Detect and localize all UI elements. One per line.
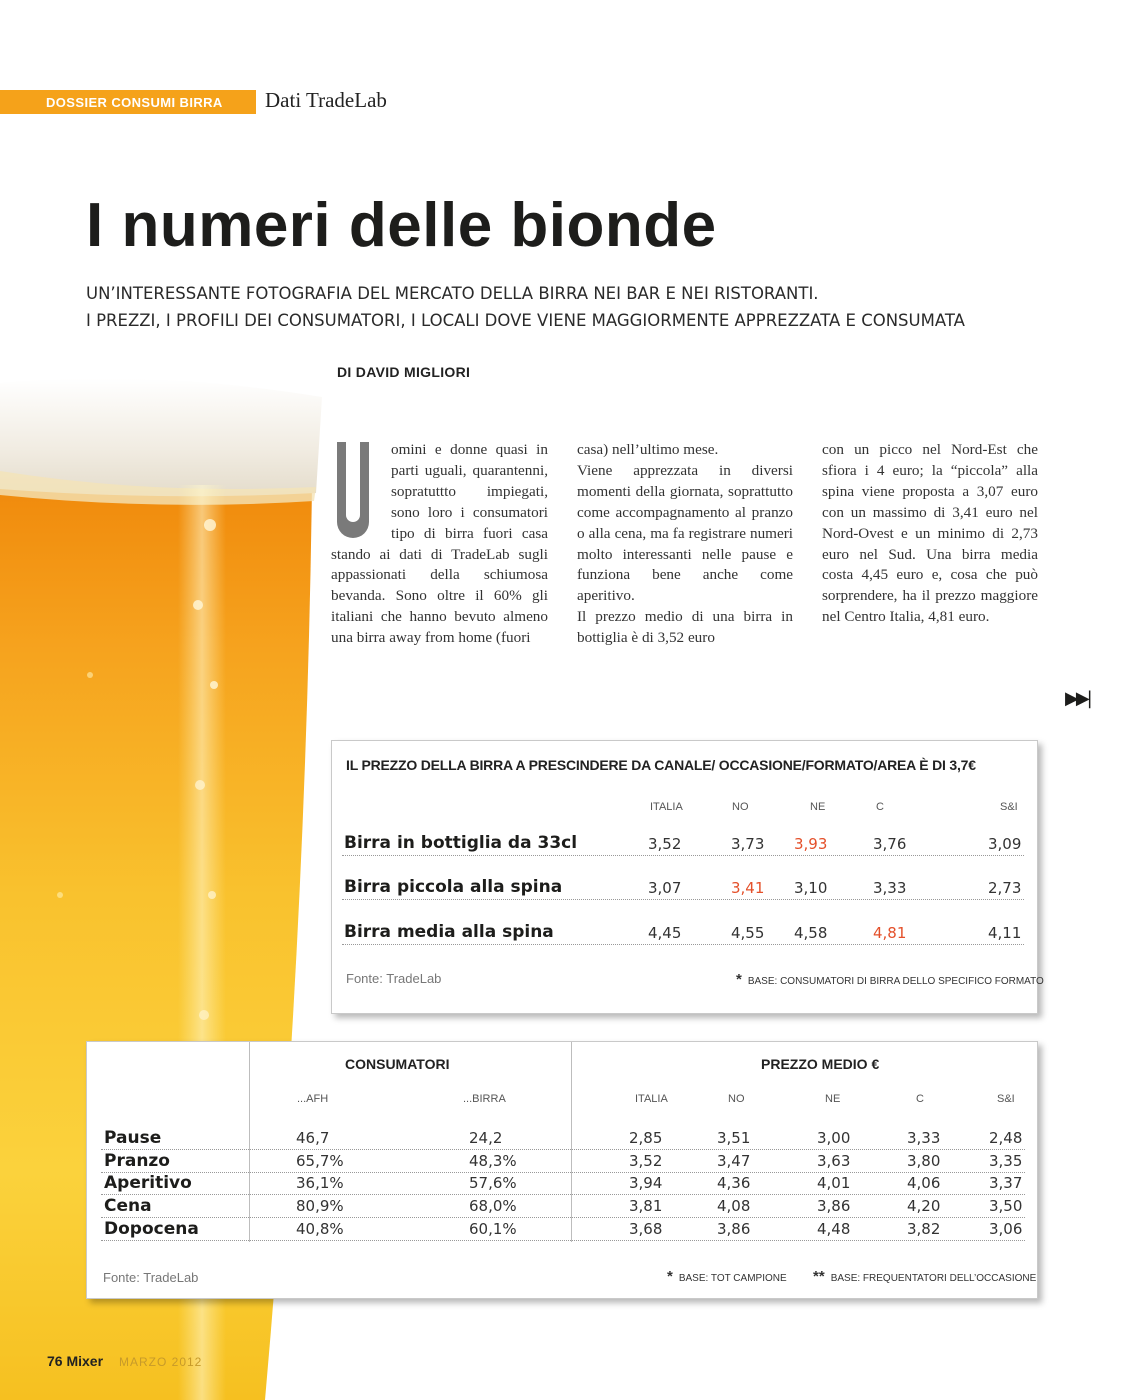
column-2-para-2: Viene apprezzata in diversi momenti della giornata, soprattutto come accompagnamento al pranzo o alla cena, ma fa registrare numeri molto interessanti nelle pause e funziona bene anche come aperitivo. <box>577 461 793 605</box>
table-row <box>101 1219 1025 1241</box>
cell-ne: 3,10 <box>794 879 828 897</box>
cell-italia: 2,85 <box>629 1129 663 1147</box>
cell-c: 4,06 <box>907 1174 941 1192</box>
cell-si: 3,50 <box>989 1197 1023 1215</box>
group-header-consumatori: CONSUMATORI <box>345 1056 450 1072</box>
dropcap-u <box>337 442 369 538</box>
group-header-prezzo: PREZZO MEDIO € <box>761 1056 880 1072</box>
cell-ne: 3,86 <box>817 1197 851 1215</box>
row-label: Dopocena <box>104 1219 199 1239</box>
col-header-si: S&I <box>1000 801 1018 813</box>
cell-afh: 80,9% <box>296 1197 344 1215</box>
cell-c: 3,33 <box>907 1129 941 1147</box>
cell-birra: 68,0% <box>469 1197 517 1215</box>
skip-forward-icon: ▶▶| <box>1065 688 1090 709</box>
cell-no: 3,51 <box>717 1129 751 1147</box>
table-row <box>101 1151 1025 1173</box>
article-column-1 <box>331 440 548 649</box>
cell-italia: 3,52 <box>648 835 682 853</box>
subhead-line-2: I PREZZI, I PROFILI DEI CONSUMATORI, I LOCALI DOVE VIENE MAGGIORMENTE APPREZZATA E CONSUMATA <box>86 311 965 330</box>
cell-no: 4,36 <box>717 1174 751 1192</box>
note-asterisk: * <box>736 971 742 988</box>
occasions-table-note-2 <box>813 1268 1036 1285</box>
col-header-no: NO <box>732 801 749 813</box>
col-header-ne: NE <box>825 1093 841 1105</box>
cell-birra: 24,2 <box>469 1129 503 1147</box>
row-label: Cena <box>104 1196 152 1216</box>
cell-birra: 57,6% <box>469 1174 517 1192</box>
cell-c: 4,81 <box>873 924 907 942</box>
cell-ne: 3,63 <box>817 1152 851 1170</box>
cell-afh: 40,8% <box>296 1220 344 1238</box>
table-row <box>342 833 1024 856</box>
col-header-no: NO <box>728 1093 745 1105</box>
cell-ne: 4,48 <box>817 1220 851 1238</box>
cell-no: 4,08 <box>717 1197 751 1215</box>
cell-afh: 36,1% <box>296 1174 344 1192</box>
occasions-table-source: Fonte: TradeLab <box>103 1270 199 1285</box>
cell-no: 3,41 <box>731 879 765 897</box>
cell-c: 3,82 <box>907 1220 941 1238</box>
cell-no: 3,73 <box>731 835 765 853</box>
cell-no: 4,55 <box>731 924 765 942</box>
cell-birra: 60,1% <box>469 1220 517 1238</box>
table-row <box>342 877 1024 900</box>
cell-italia: 3,81 <box>629 1197 663 1215</box>
note-asterisk: ** <box>813 1268 825 1285</box>
table-row <box>342 922 1024 945</box>
price-table-note <box>736 971 1044 988</box>
cell-si: 3,06 <box>989 1220 1023 1238</box>
col-header-c: C <box>876 801 884 813</box>
cell-si: 2,73 <box>988 879 1022 897</box>
cell-ne: 3,00 <box>817 1129 851 1147</box>
cell-si: 4,11 <box>988 924 1022 942</box>
note-text: BASE: TOT CAMPIONE <box>678 1273 787 1284</box>
cell-no: 3,47 <box>717 1152 751 1170</box>
occasions-table <box>86 1041 1038 1299</box>
row-label: Birra piccola alla spina <box>344 877 563 897</box>
column-1-text: omini e donne quasi in parti uguali, quarantenni, sopratuttto impiegati, sono loro i consumatori tipo di birra fuori casa stando ai dati di TradeLab sugli appassionati della schiumosa bevanda. Sono oltre il 60% gli italiani che hanno bevuto almeno una birra away from home (fuori <box>331 441 548 647</box>
note-text: BASE: FREQUENTATORI DELL’OCCASIONE <box>830 1273 1037 1284</box>
cell-ne: 3,93 <box>794 835 828 853</box>
section-title: Dati TradeLab <box>265 88 387 112</box>
col-header-ne: NE <box>810 801 826 813</box>
note-asterisk: * <box>667 1268 673 1285</box>
cell-si: 3,35 <box>989 1152 1023 1170</box>
cell-c: 3,80 <box>907 1152 941 1170</box>
col-header-italia: ITALIA <box>635 1093 668 1105</box>
row-label: Pause <box>104 1128 162 1148</box>
col-header-italia: ITALIA <box>650 801 683 813</box>
column-2-para-3: Il prezzo medio di una birra in bottiglia è di 3,52 euro <box>577 608 793 647</box>
subhead-line-1: UN’INTERESSANTE FOTOGRAFIA DEL MERCATO DELLA BIRRA NEI BAR E NEI RISTORANTI. <box>86 284 819 303</box>
cell-afh: 65,7% <box>296 1152 344 1170</box>
cell-italia: 3,94 <box>629 1174 663 1192</box>
article-column-3 <box>822 440 1038 628</box>
col-header-afh: ...AFH <box>297 1093 329 1105</box>
price-table <box>331 740 1044 1014</box>
col-header-birra: ...BIRRA <box>463 1093 506 1105</box>
cell-c: 3,76 <box>873 835 907 853</box>
occasions-table-note-1 <box>667 1268 787 1285</box>
row-label: Birra media alla spina <box>344 922 554 942</box>
table-row <box>101 1128 1025 1150</box>
cell-italia: 3,68 <box>629 1220 663 1238</box>
row-label: Birra in bottiglia da 33cl <box>344 833 578 853</box>
table-row <box>101 1173 1025 1195</box>
cell-afh: 46,7 <box>296 1129 330 1147</box>
col-header-c: C <box>916 1093 924 1105</box>
cell-italia: 3,52 <box>629 1152 663 1170</box>
section-tag: DOSSIER CONSUMI BIRRA <box>46 95 223 110</box>
cell-birra: 48,3% <box>469 1152 517 1170</box>
column-2-para-1: casa) nell’ultimo mese. <box>577 441 719 458</box>
cell-c: 3,33 <box>873 879 907 897</box>
cell-no: 3,86 <box>717 1220 751 1238</box>
cell-si: 3,37 <box>989 1174 1023 1192</box>
cell-italia: 3,07 <box>648 879 682 897</box>
page-number: 76 Mixer <box>47 1353 104 1369</box>
cell-italia: 4,45 <box>648 924 682 942</box>
row-label: Pranzo <box>104 1151 170 1171</box>
price-table-title: IL PREZZO DELLA BIRRA A PRESCINDERE DA CANALE/ OCCASIONE/FORMATO/AREA È DI 3,7€ <box>346 757 976 773</box>
cell-ne: 4,01 <box>817 1174 851 1192</box>
byline: DI DAVID MIGLIORI <box>337 364 471 380</box>
headline: I numeri delle bionde <box>86 191 717 260</box>
cell-ne: 4,58 <box>794 924 828 942</box>
col-header-si: S&I <box>997 1093 1015 1105</box>
price-table-source: Fonte: TradeLab <box>346 971 442 986</box>
note-text: BASE: CONSUMATORI DI BIRRA DELLO SPECIFICO FORMATO <box>747 976 1044 987</box>
row-label: Aperitivo <box>104 1173 192 1193</box>
column-3-text: con un picco nel Nord-Est che sfiora i 4 euro; la “piccola” alla spina viene proposta a 3,07 euro con un massimo di 3,41 euro nel Nord-Ovest e un minimo di 2,73 euro nel Sud. Una birra media costa 4,45 euro e, cosa che può sorprendere, ha il prezzo maggiore nel Centro Italia, 4,81 euro. <box>822 441 1038 626</box>
cell-si: 3,09 <box>988 835 1022 853</box>
cell-c: 4,20 <box>907 1197 941 1215</box>
article-column-2 <box>577 440 793 649</box>
table-row <box>101 1196 1025 1218</box>
cell-si: 2,48 <box>989 1129 1023 1147</box>
issue-month: MARZO 2012 <box>119 1355 203 1369</box>
